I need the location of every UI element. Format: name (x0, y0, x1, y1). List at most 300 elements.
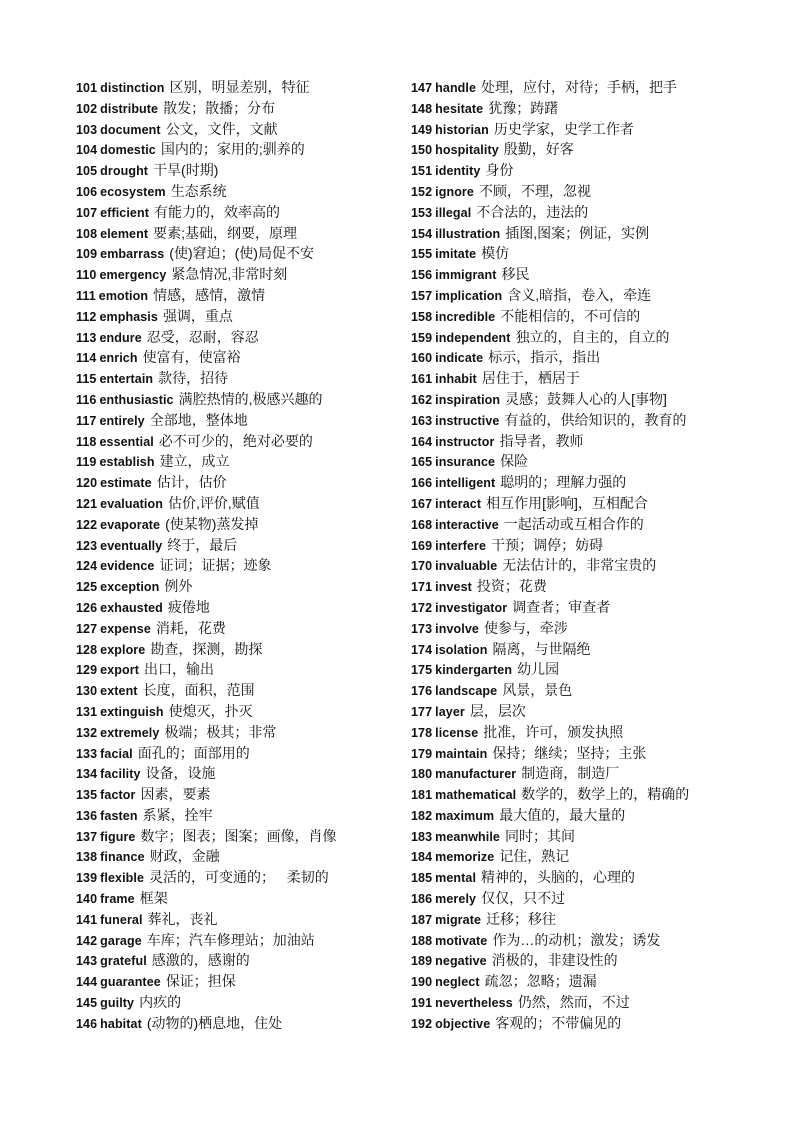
entry-word: factor (100, 788, 136, 803)
entry-word: facility (100, 767, 141, 782)
entry-number: 176 (411, 684, 433, 699)
vocab-entry (76, 223, 396, 244)
vocab-column-right (411, 77, 731, 1034)
entry-word: entirely (99, 413, 145, 428)
entry-meaning: 数字；图表；图案；画像，肖像 (140, 827, 337, 844)
entry-meaning: 疏忽；忽略；遗漏 (484, 973, 597, 990)
entry-number: 170 (411, 559, 433, 574)
entry-meaning: 极端；极其；非常 (164, 723, 277, 740)
entry-word: identity (435, 164, 481, 179)
entry-number: 180 (411, 767, 433, 782)
vocab-entry (76, 950, 396, 971)
entry-meaning: 生态系统 (170, 182, 227, 199)
vocab-entry (411, 535, 731, 556)
entry-word: exception (100, 580, 160, 595)
entry-word: element (100, 226, 149, 241)
entry-meaning: 殷勤，好客 (503, 141, 574, 158)
vocab-entry (76, 243, 396, 264)
vocab-entry (411, 992, 731, 1013)
entry-word: flexible (100, 871, 145, 886)
entry-meaning: 隔离，与世隔绝 (492, 640, 591, 657)
vocab-entry (76, 472, 396, 493)
vocab-entry (411, 472, 731, 493)
entry-word: extent (100, 684, 138, 699)
entry-number: 167 (411, 496, 433, 511)
entry-meaning: 独立的，自主的，自立的 (515, 328, 670, 345)
entry-meaning: 灵活的，可变通的； 柔韧的 (149, 869, 329, 886)
entry-meaning: 历史学家，史学工作者 (493, 120, 634, 137)
entry-meaning: 因素，要素 (140, 786, 211, 803)
entry-meaning: (使)窘迫；(使)局促不安 (169, 245, 314, 262)
entry-number: 150 (411, 143, 433, 158)
vocab-entry (411, 493, 731, 514)
entry-meaning: 区别，明显差别，特征 (169, 79, 310, 95)
entry-number: 108 (76, 226, 98, 241)
vocab-entry (76, 597, 396, 618)
entry-number: 173 (411, 621, 433, 636)
vocab-entry (76, 743, 396, 764)
vocab-entry (76, 410, 396, 431)
vocab-entry (411, 805, 731, 826)
entry-number: 192 (411, 1016, 433, 1031)
entry-meaning: 例外 (164, 578, 193, 595)
entry-word: hesitate (435, 101, 484, 116)
entry-word: inspiration (435, 392, 501, 407)
entry-word: fasten (100, 808, 138, 823)
entry-number: 119 (76, 455, 97, 470)
entry-meaning: 居住于，栖居于 (481, 370, 580, 387)
entry-number: 185 (411, 871, 433, 886)
vocab-entry (76, 514, 396, 535)
vocab-entry (411, 743, 731, 764)
vocab-entry (411, 909, 731, 930)
entry-word: extremely (100, 725, 160, 740)
entry-word: finance (100, 850, 145, 865)
entry-word: distinction (100, 81, 165, 95)
entry-word: interactive (435, 517, 499, 532)
entry-word: illustration (435, 226, 501, 241)
entry-number: 139 (76, 871, 98, 886)
vocab-entry (411, 98, 731, 119)
entry-meaning: 消极的，非建设性的 (491, 952, 618, 969)
entry-number: 186 (411, 892, 433, 907)
entry-word: involve (435, 621, 479, 636)
entry-number: 138 (76, 850, 98, 865)
entry-word: garage (100, 933, 142, 948)
entry-word: manufacturer (435, 767, 517, 782)
entry-number: 129 (76, 663, 98, 678)
vocab-entry (76, 306, 396, 327)
entry-word: ecosystem (100, 184, 166, 199)
entry-meaning: 疲倦地 (167, 598, 210, 615)
vocab-entry (411, 659, 731, 680)
entry-word: neglect (435, 975, 480, 990)
entry-meaning: 终于，最后 (167, 536, 238, 553)
entry-number: 101 (76, 81, 98, 95)
vocab-entry (76, 867, 396, 888)
entry-meaning: 车库；汽车修理站；加油站 (146, 931, 315, 948)
vocab-entry (411, 701, 731, 722)
entry-meaning: 风景，景色 (502, 682, 573, 699)
vocab-entry (411, 867, 731, 888)
entry-word: evidence (100, 559, 155, 574)
entry-meaning: 不能相信的，不可信的 (500, 307, 641, 324)
vocab-entry (411, 846, 731, 867)
entry-number: 154 (411, 226, 433, 241)
entry-word: isolation (435, 642, 488, 657)
vocab-entry (76, 680, 396, 701)
entry-meaning: 全部地，整体地 (149, 411, 248, 428)
entry-number: 106 (76, 184, 98, 199)
entry-meaning: 强调，重点 (162, 307, 233, 324)
entry-meaning: 最大值的，最大量的 (499, 806, 626, 823)
entry-number: 113 (76, 330, 97, 345)
entry-number: 171 (411, 580, 433, 595)
vocab-entry (411, 930, 731, 951)
entry-meaning: 仍然，然而，不过 (517, 994, 630, 1011)
entry-number: 109 (76, 247, 98, 262)
vocab-entry (76, 139, 396, 160)
entry-meaning: 聪明的；理解力强的 (500, 474, 627, 491)
entry-word: emotion (98, 288, 149, 303)
vocab-entry (411, 431, 731, 452)
entry-word: invest (435, 580, 472, 595)
entry-meaning: 消耗，花费 (155, 619, 226, 636)
vocab-entry (76, 431, 396, 452)
entry-word: historian (435, 122, 489, 137)
entry-number: 118 (76, 434, 97, 449)
entry-number: 121 (76, 496, 98, 511)
vocab-entry (411, 368, 731, 389)
vocab-entry (76, 77, 396, 98)
entry-meaning: 同时；其间 (504, 827, 575, 844)
vocab-entry (411, 223, 731, 244)
entry-word: essential (99, 434, 154, 449)
vocab-entry (76, 992, 396, 1013)
entry-meaning: 精神的，头脑的，心理的 (481, 869, 636, 886)
vocab-entry (411, 202, 731, 223)
entry-word: invaluable (435, 559, 498, 574)
entry-number: 105 (76, 164, 98, 179)
entry-meaning: 身份 (485, 162, 514, 179)
entry-word: export (100, 663, 139, 678)
vocab-entry (76, 784, 396, 805)
vocab-entry (76, 971, 396, 992)
entry-number: 120 (76, 476, 98, 491)
entry-meaning: 不顾，不理，忽视 (478, 182, 591, 199)
vocab-entry (76, 264, 396, 285)
entry-meaning: 使富有，使富裕 (142, 349, 241, 366)
entry-meaning: 迁移；移往 (486, 910, 557, 927)
vocab-entry (411, 618, 731, 639)
entry-number: 145 (76, 996, 98, 1011)
vocab-entry (411, 410, 731, 431)
entry-meaning: 情感，感情，激情 (153, 286, 266, 303)
entry-meaning: 紧急情况,非常时刻 (171, 266, 288, 283)
entry-meaning: 含义,暗指，卷入，牵连 (507, 286, 652, 303)
entry-word: guilty (100, 996, 135, 1011)
entry-number: 116 (76, 392, 97, 407)
vocab-entry (411, 160, 731, 181)
entry-meaning: 插图,图案；例证，实例 (505, 224, 650, 241)
entry-word: merely (435, 892, 477, 907)
vocab-entry (76, 347, 396, 368)
entry-meaning: 作为…的动机；激发；诱发 (492, 931, 661, 948)
entry-number: 169 (411, 538, 433, 553)
vocab-entry (76, 722, 396, 743)
vocab-entry (76, 98, 396, 119)
entry-number: 161 (411, 372, 433, 387)
entry-number: 166 (411, 476, 433, 491)
vocab-entry (411, 763, 731, 784)
entry-word: ignore (435, 184, 474, 199)
entry-word: instructive (435, 413, 500, 428)
entry-number: 174 (411, 642, 433, 657)
vocab-entry (76, 555, 396, 576)
entry-word: objective (435, 1016, 491, 1031)
entry-meaning: 数学的，数学上的，精确的 (521, 786, 690, 803)
entry-number: 127 (76, 621, 98, 636)
vocab-entry (76, 888, 396, 909)
vocab-entry (411, 264, 731, 285)
entry-word: explore (100, 642, 146, 657)
vocab-entry (76, 202, 396, 223)
entry-word: imitate (435, 247, 477, 262)
vocab-entry (411, 784, 731, 805)
entry-word: distribute (100, 101, 159, 116)
entry-meaning: 散发；散播；分布 (163, 99, 276, 116)
entry-word: nevertheless (435, 996, 513, 1011)
entry-number: 137 (76, 829, 98, 844)
entry-number: 182 (411, 808, 433, 823)
vocab-entry (411, 950, 731, 971)
entry-word: figure (100, 829, 136, 844)
vocab-entry (411, 139, 731, 160)
entry-word: expense (100, 621, 151, 636)
entry-number: 103 (76, 122, 98, 137)
entry-meaning: 相互作用[影响]，互相配合 (486, 494, 648, 511)
vocab-entry (411, 347, 731, 368)
entry-number: 142 (76, 933, 98, 948)
entry-number: 126 (76, 600, 98, 615)
entry-word: inhabit (435, 372, 477, 387)
vocab-entry (76, 389, 396, 410)
entry-meaning: 指导者，教师 (499, 432, 584, 449)
entry-number: 132 (76, 725, 98, 740)
vocab-entry (76, 930, 396, 951)
entry-number: 144 (76, 975, 98, 990)
entry-word: meanwhile (435, 829, 500, 844)
entry-number: 131 (76, 704, 98, 719)
entry-number: 135 (76, 788, 98, 803)
entry-word: migrate (435, 912, 482, 927)
entry-meaning: 财政，金融 (149, 848, 220, 865)
entry-meaning: 无法估计的，非常宝贵的 (502, 557, 657, 574)
entry-number: 178 (411, 725, 433, 740)
entry-meaning: 保证；担保 (165, 973, 236, 990)
entry-meaning: 模仿 (481, 245, 510, 262)
entry-word: indicate (435, 351, 484, 366)
entry-meaning: 建立，成立 (159, 453, 230, 470)
entry-word: guarantee (100, 975, 161, 990)
entry-number: 156 (411, 268, 433, 283)
vocab-entry (411, 327, 731, 348)
entry-word: exhausted (100, 600, 163, 615)
entry-number: 102 (76, 101, 98, 116)
entry-number: 181 (411, 788, 433, 803)
entry-meaning: 系紧，拴牢 (142, 806, 213, 823)
entry-meaning: 框架 (139, 890, 168, 907)
entry-meaning: 犹豫；踌躇 (488, 99, 559, 116)
entry-word: embarrass (100, 247, 165, 262)
entry-number: 115 (76, 372, 97, 387)
vocab-entry (411, 1013, 731, 1034)
entry-word: incredible (435, 309, 496, 324)
entry-meaning: 证词；证据；迹象 (159, 557, 272, 574)
entry-number: 184 (411, 850, 433, 865)
vocab-entry (76, 659, 396, 680)
entry-word: handle (435, 81, 477, 95)
entry-word: domestic (100, 143, 156, 158)
entry-word: efficient (100, 205, 149, 220)
entry-word: endure (99, 330, 142, 345)
entry-number: 143 (76, 954, 98, 969)
entry-word: establish (99, 455, 155, 470)
entry-number: 123 (76, 538, 98, 553)
entry-number: 177 (411, 704, 433, 719)
vocab-entry (411, 597, 731, 618)
entry-word: mathematical (435, 788, 517, 803)
entry-number: 183 (411, 829, 433, 844)
vocab-entry (76, 1013, 396, 1034)
entry-meaning: 内疚的 (139, 994, 182, 1011)
entry-number: 159 (411, 330, 433, 345)
entry-number: 175 (411, 663, 433, 678)
entry-meaning: 公文，文件，文献 (165, 120, 278, 137)
entry-number: 104 (76, 143, 98, 158)
entry-word: intelligent (435, 476, 496, 491)
vocab-entry (411, 306, 731, 327)
vocab-entry (411, 888, 731, 909)
vocab-entry (411, 680, 731, 701)
entry-meaning: 估价,评价,赋值 (167, 494, 260, 511)
vocab-entry (411, 514, 731, 535)
entry-word: funeral (100, 912, 143, 927)
vocab-entry (76, 909, 396, 930)
entry-meaning: 客观的；不带偏见的 (495, 1014, 622, 1031)
entry-meaning: 处理，应付，对待；手柄，把手 (481, 79, 678, 95)
entry-word: mental (435, 871, 477, 886)
entry-word: estimate (100, 476, 152, 491)
entry-meaning: 国内的；家用的;驯养的 (160, 141, 305, 158)
entry-number: 164 (411, 434, 433, 449)
entry-word: enrich (99, 351, 138, 366)
entry-meaning: 仅仅，只不过 (481, 890, 566, 907)
entry-number: 148 (411, 101, 433, 116)
entry-meaning: 必不可少的，绝对必要的 (158, 432, 313, 449)
entry-number: 122 (76, 517, 98, 532)
vocab-entry (76, 181, 396, 202)
entry-word: investigator (435, 600, 508, 615)
entry-number: 130 (76, 684, 98, 699)
entry-number: 141 (76, 912, 98, 927)
entry-number: 165 (411, 455, 433, 470)
entry-number: 133 (76, 746, 98, 761)
entry-word: document (100, 122, 161, 137)
entry-meaning: 干预；调停；妨碍 (491, 536, 604, 553)
entry-meaning: 要素;基础，纲要，原理 (153, 224, 297, 241)
entry-word: maintain (435, 746, 488, 761)
entry-meaning: 移民 (501, 266, 530, 283)
entry-meaning: 保险 (500, 453, 529, 470)
entry-number: 172 (411, 600, 433, 615)
vocab-entry (76, 846, 396, 867)
entry-meaning: 忍受，忍耐，容忍 (146, 328, 259, 345)
vocab-entry (411, 639, 731, 660)
entry-meaning: 保持；继续；坚持；主张 (492, 744, 647, 761)
entry-meaning: 灵感；鼓舞人心的人[事物] (505, 390, 667, 407)
entry-word: memorize (435, 850, 495, 865)
entry-meaning: 使熄灭，扑灭 (168, 702, 253, 719)
entry-word: motivate (435, 933, 488, 948)
entry-number: 153 (411, 205, 433, 220)
vocab-entry (76, 119, 396, 140)
entry-meaning: 干旱(时期) (153, 162, 219, 179)
entry-word: emergency (99, 268, 167, 283)
vocab-entry (411, 576, 731, 597)
entry-word: implication (435, 288, 503, 303)
vocab-entry (411, 77, 731, 98)
entry-word: interfere (435, 538, 487, 553)
vocab-column-left (76, 77, 396, 1034)
entry-meaning: 面孔的；面部用的 (137, 744, 250, 761)
entry-meaning: 一起活动或互相合作的 (503, 515, 644, 532)
entry-word: instructor (435, 434, 495, 449)
entry-word: layer (435, 704, 465, 719)
entry-meaning: 款待，招待 (158, 370, 229, 387)
entry-number: 147 (411, 81, 433, 95)
entry-meaning: 使参与，牵涉 (483, 619, 568, 636)
vocab-entry (76, 327, 396, 348)
entry-word: independent (435, 330, 511, 345)
vocab-entry (76, 701, 396, 722)
vocab-entry (76, 805, 396, 826)
entry-word: entertain (99, 372, 154, 387)
entry-number: 163 (411, 413, 433, 428)
vocab-entry (76, 618, 396, 639)
vocab-entry (76, 535, 396, 556)
entry-meaning: 批准，许可，颁发执照 (483, 723, 624, 740)
entry-meaning: 记住，熟记 (499, 848, 570, 865)
entry-number: 117 (76, 413, 97, 428)
vocab-entry (411, 119, 731, 140)
entry-word: negative (435, 954, 487, 969)
vocab-entry (411, 555, 731, 576)
entry-word: license (435, 725, 479, 740)
entry-number: 114 (76, 351, 97, 366)
vocab-entry (76, 826, 396, 847)
entry-meaning: 调查者；审查者 (512, 598, 611, 615)
entry-word: enthusiastic (99, 392, 174, 407)
entry-word: extinguish (100, 704, 164, 719)
entry-meaning: 长度，面积，范围 (142, 682, 255, 699)
vocab-entry (411, 826, 731, 847)
entry-number: 189 (411, 954, 433, 969)
entry-word: kindergarten (435, 663, 513, 678)
entry-number: 149 (411, 122, 433, 137)
entry-word: emphasis (99, 309, 158, 324)
vocab-entry (76, 160, 396, 181)
